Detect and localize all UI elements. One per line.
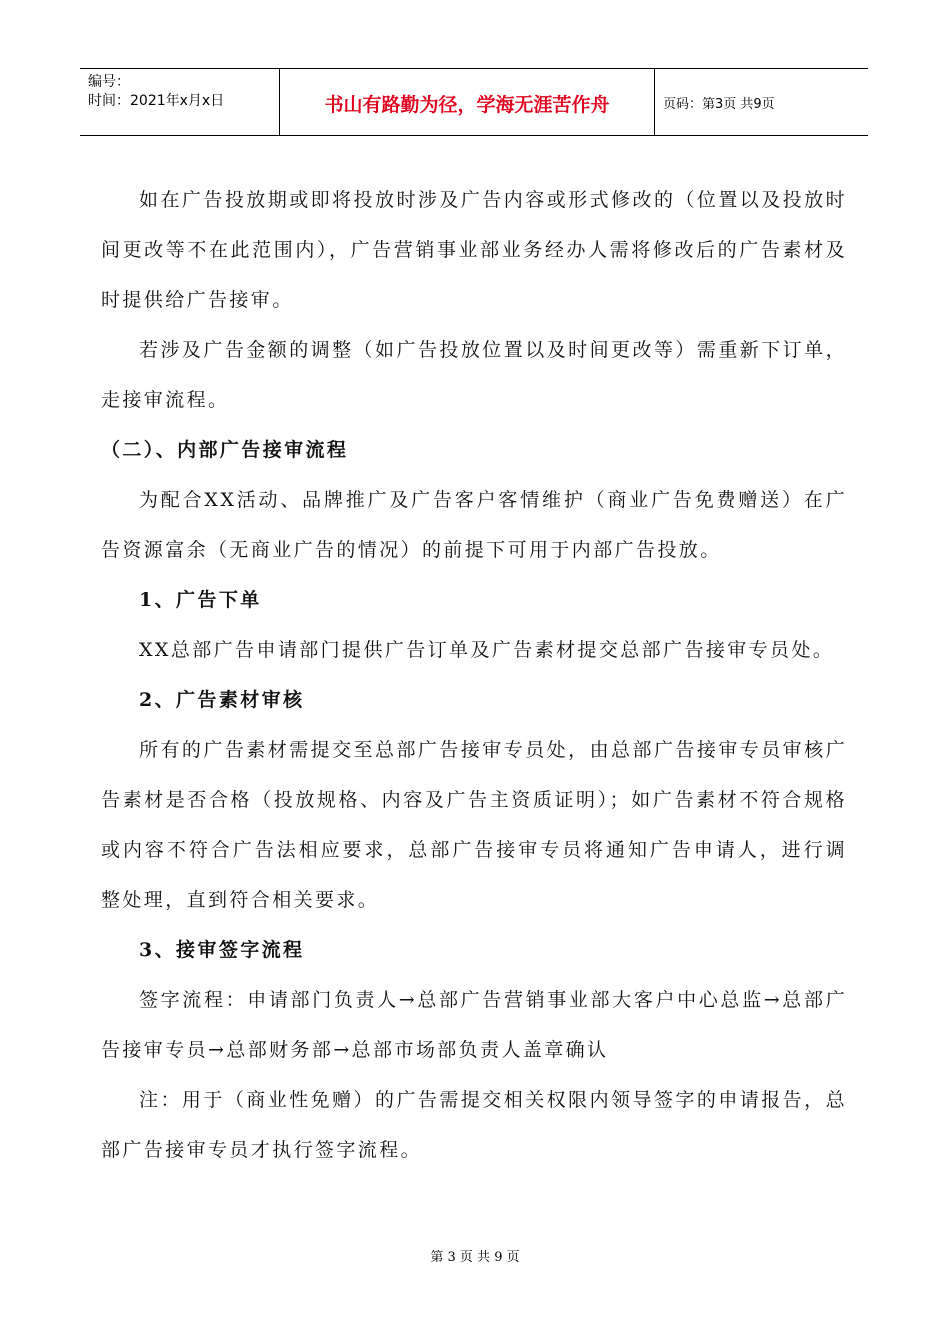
page-footer: 第 3 页 共 9 页 bbox=[430, 1250, 520, 1265]
paragraph-material-review: 所有的广告素材需提交至总部广告接审专员处，由总部广告接审专员审核广告素材是否合格（投放规格、内容及广告主资质证明）；如广告素材不符合规格或内容不符合广告法相应要求，总部广告接审专员将通知广告申请人，进行调整处理，直到符合相关要求。 bbox=[101, 739, 847, 911]
paragraph-ad-modification: 如在广告投放期或即将投放时涉及广告内容或形式修改的（位置以及投放时间更改等不在此范围内），广告营销事业部业务经办人需将修改后的广告素材及时提供给广告接审。 bbox=[101, 189, 847, 311]
paragraph-signature-flow: 签字流程：申请部门负责人→总部广告营销事业部大客户中心总监→总部广告接审专员→总部财务部→总部市场部负责人盖章确认 bbox=[101, 989, 847, 1061]
header-page-info: 页码：第3页 共9页 bbox=[663, 96, 775, 112]
header-motto: 书山有路勤为径，学海无涯苦作舟 bbox=[280, 69, 655, 135]
paragraph-internal-purpose: 为配合XX活动、品牌推广及广告客户客情维护（商业广告免费赠送）在广告资源富余（无商业广告的情况）的前提下可用于内部广告投放。 bbox=[101, 489, 847, 561]
subheading-ad-order: 1、广告下单 bbox=[139, 589, 262, 611]
page-header bbox=[80, 68, 868, 136]
paragraph-ad-order: XX总部广告申请部门提供广告订单及广告素材提交总部广告接审专员处。 bbox=[139, 639, 835, 661]
document-body bbox=[101, 175, 847, 1175]
paragraph-amount-adjustment: 若涉及广告金额的调整（如广告投放位置以及时间更改等）需重新下订单，走接审流程。 bbox=[101, 339, 847, 411]
paragraph-note: 注：用于（商业性免赠）的广告需提交相关权限内领导签字的申请报告，总部广告接审专员才执行签字流程。 bbox=[101, 1089, 847, 1161]
header-meta bbox=[80, 69, 280, 135]
subheading-material-review: 2、广告素材审核 bbox=[139, 689, 305, 711]
section-heading-internal-review: （二）、内部广告接审流程 bbox=[101, 439, 349, 461]
subheading-signature-flow: 3、接审签字流程 bbox=[139, 939, 305, 961]
header-time: 时间：2021年x月x日 bbox=[88, 93, 225, 109]
header-number: 编号： bbox=[88, 74, 130, 90]
